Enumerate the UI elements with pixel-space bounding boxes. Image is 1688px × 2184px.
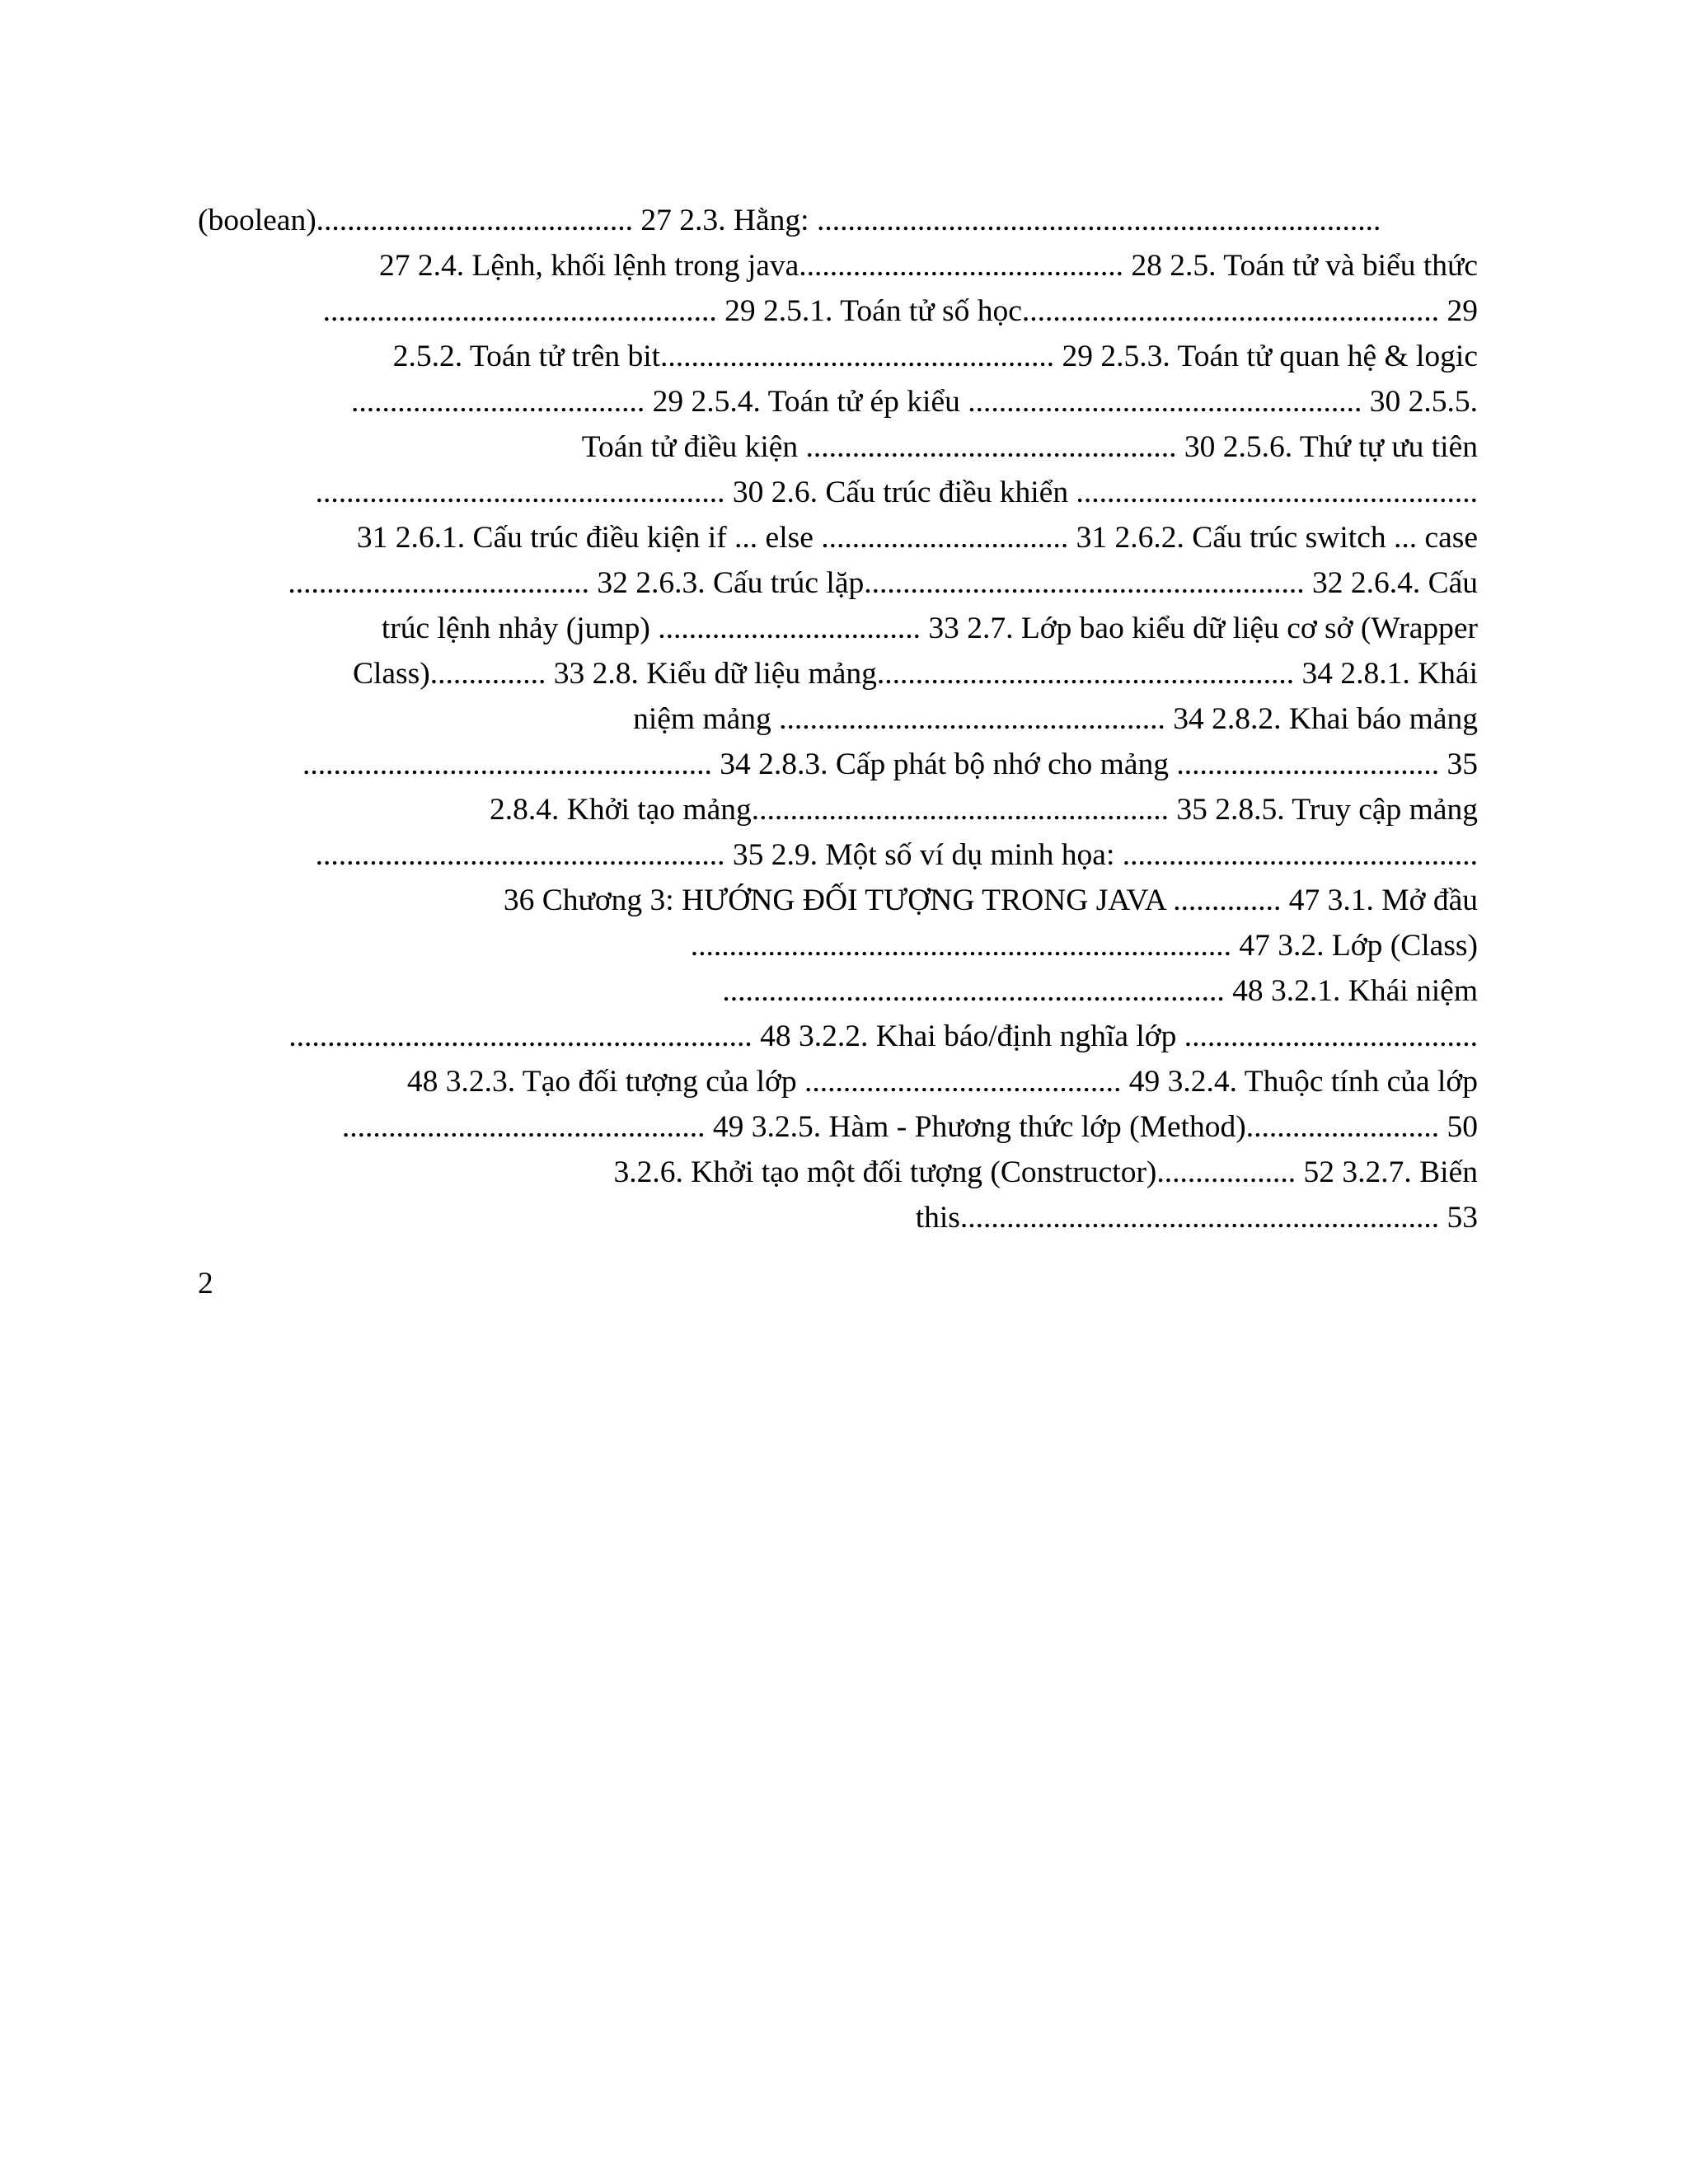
toc-line: this.............................................................. 53: [915, 1201, 1478, 1235]
toc-line: ..................................................... 30 2.6. Cấu trúc điều khiển ....................................................: [315, 476, 1478, 509]
toc-line: ...................................................................... 47 3.2. Lớp (Class): [690, 929, 1478, 963]
toc-line: Toán tử điều kiện ................................................ 30 2.5.6. Thứ tự ưu tiên: [581, 430, 1478, 464]
toc-line: 2.5.2. Toán tử trên bit................................................... 29 2.5.3. Toán tử quan hệ & logic: [392, 340, 1478, 373]
toc-line: 27 2.4. Lệnh, khối lệnh trong java.......................................... 28 2.5. Toán tử và biểu thức: [379, 249, 1478, 283]
toc-line: ................................................................. 48 3.2.1. Khái niệm: [722, 974, 1478, 1008]
toc-line: ............................................... 49 3.2.5. Hàm - Phương thức lớp (Method)......................... 50: [341, 1110, 1478, 1144]
toc-line: 3.2.6. Khởi tạo một đối tượng (Constructor).................. 52 3.2.7. Biến: [613, 1155, 1478, 1189]
toc-line: ................................................... 29 2.5.1. Toán tử số học...................................................... 29: [322, 294, 1478, 328]
toc-line: 48 3.2.3. Tạo đối tượng của lớp ......................................... 49 3.2.4. Thuộc tính của lớp: [406, 1065, 1478, 1099]
toc-line: trúc lệnh nhảy (jump) .................................. 33 2.7. Lớp bao kiểu dữ liệu cơ sở (Wrapper: [381, 612, 1478, 645]
toc-line: ....................................... 32 2.6.3. Cấu trúc lặp......................................................... 32 2.6.4. Cấu: [288, 566, 1478, 600]
toc-line: 2.8.4. Khởi tạo mảng...................................................... 35 2.8.5. Truy cập mảng: [490, 793, 1478, 827]
toc-line: 31 2.6.1. Cấu trúc điều kiện if ... else ................................ 31 2.6.2. Cấu trúc switch ... case: [356, 521, 1478, 555]
toc-line: Class)............... 33 2.8. Kiểu dữ liệu mảng...................................................... 34 2.8.1. Khái: [352, 657, 1478, 691]
toc-line: (boolean)......................................... 27 2.3. Hằng: .........................................................................: [198, 204, 1381, 237]
toc-line: ............................................................ 48 3.2.2. Khai báo/định nghĩa lớp ......................................: [288, 1019, 1478, 1053]
table-of-contents: [198, 198, 1478, 1240]
toc-line: niệm mảng .................................................. 34 2.8.2. Khai báo mảng: [633, 702, 1478, 736]
toc-line: ..................................................... 35 2.9. Một số ví dụ minh họa: ..............................................: [315, 838, 1478, 872]
page-number: 2: [198, 1267, 213, 1301]
toc-line: ..................................................... 34 2.8.3. Cấp phát bộ nhớ cho mảng .................................. 35: [302, 748, 1478, 781]
toc-line: ...................................... 29 2.5.4. Toán tử ép kiểu ................................................... 30 2.5.5.: [351, 385, 1478, 419]
toc-line: 36 Chương 3: HƯỚNG ĐỐI TƯỢNG TRONG JAVA .............. 47 3.1. Mở đầu: [503, 883, 1478, 917]
